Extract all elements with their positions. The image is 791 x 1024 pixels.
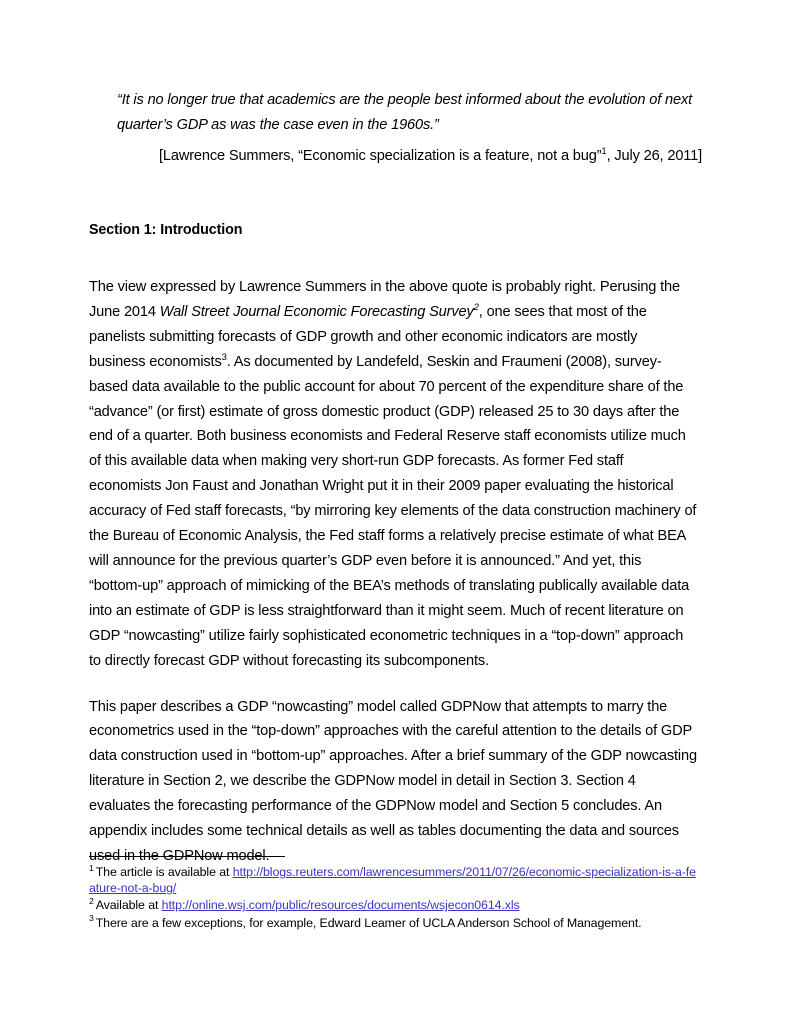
footnote-1 xyxy=(89,864,697,896)
attribution-prefix: [Lawrence Summers, “Economic specialization is a feature, not a bug” xyxy=(159,148,602,164)
footnote-marker-3[interactable]: 3 xyxy=(221,351,227,363)
paragraph-2: This paper describes a GDP “nowcasting” model called GDPNow that attempts to marry the econometrics used in the “top-down” approaches with the careful attention to the details of GDP data construction used in “bottom-up” approaches. After a brief summary of the GDP nowcasting literature in Section 2, we describe the GDPNow model in detail in Section 3. Section 4 evaluates the forecasting performance of the GDPNow model and Section 5 concludes. An appendix includes some technical details as well as tables documenting the data and sources used in the GDPNow model. xyxy=(89,698,697,864)
footnote-separator-rule xyxy=(89,856,285,857)
epigraph-quote-text: “It is no longer true that academics are the people best informed about the evolution of next quarter’s GDP as was the case even in the 1960s.” xyxy=(117,92,693,133)
paragraph-1 xyxy=(89,275,697,674)
footnote-3 xyxy=(89,915,697,931)
footnote-1-link[interactable]: http://blogs.reuters.com/lawrencesummers/2011/07/26/economic-specialization-is-a-feature-not-a-bug/ xyxy=(89,865,696,896)
footnote-marker-2[interactable]: 2 xyxy=(473,302,479,314)
footnotes-section xyxy=(89,856,697,932)
footnote-2-marker: 2 xyxy=(89,896,94,907)
footnote-2-text: Available at xyxy=(95,898,162,913)
footnote-marker-1[interactable]: 1 xyxy=(601,146,607,158)
journal-title-italic: Wall Street Journal Economic Forecasting Survey xyxy=(159,303,474,320)
epigraph-quote xyxy=(117,88,697,138)
epigraph-attribution xyxy=(159,144,719,169)
footnote-3-text: There are a few exceptions, for example, Edward Leamer of UCLA Anderson School of Management. xyxy=(95,915,642,930)
attribution-suffix: , July 26, 2011] xyxy=(606,148,703,164)
footnote-1-marker: 1 xyxy=(89,862,94,873)
paragraph-1-part-3: . As documented by Landefeld, Seskin and Fraumeni (2008), survey-based data available to the public account for about 70 percent of the expenditure share of the “advance” (or first) estimate of gross domestic product (GDP) released 25 to 30 days after the end of a quarter. Both business economists and Federal Reserve staff economists utilize much of this available data when making very short-run GDP forecasts. As former Fed staff economists Jon Faust and Jonathan Wright put it in their 2009 paper evaluating the historical accuracy of Fed staff forecasts, “by mirroring key elements of the data construction machinery of the Bureau of Economic Analysis, the Fed staff forms a relatively precise estimate of what BEA will announce for the previous quarter’s GDP even before it is announced.” And yet, this “bottom-up” approach of mimicking of the BEA’s methods of translating publically available data into an estimate of GDP is less straightforward than it might seem. Much of recent literature on GDP “nowcasting” utilize fairly sophisticated econometric techniques in a “top-down” approach to directly forecast GDP without forecasting its subcomponents. xyxy=(89,353,697,669)
footnote-3-marker: 3 xyxy=(89,913,94,924)
footnote-1-text: The article is available at xyxy=(95,865,233,879)
footnote-2-link[interactable]: http://online.wsj.com/public/resources/documents/wsjecon0614.xls xyxy=(161,898,520,913)
section-heading: Section 1: Introduction xyxy=(89,221,243,238)
paragraph-1-part-1: The view expressed by Lawrence Summers in the above quote is probably right. Perusing the June 2014 xyxy=(89,279,680,320)
body-text xyxy=(89,275,697,869)
paragraph-1-part-2: , one sees that most of the panelists submitting forecasts of GDP growth and other economic indicators are mostly business economists xyxy=(89,303,647,370)
footnote-2 xyxy=(89,897,697,913)
